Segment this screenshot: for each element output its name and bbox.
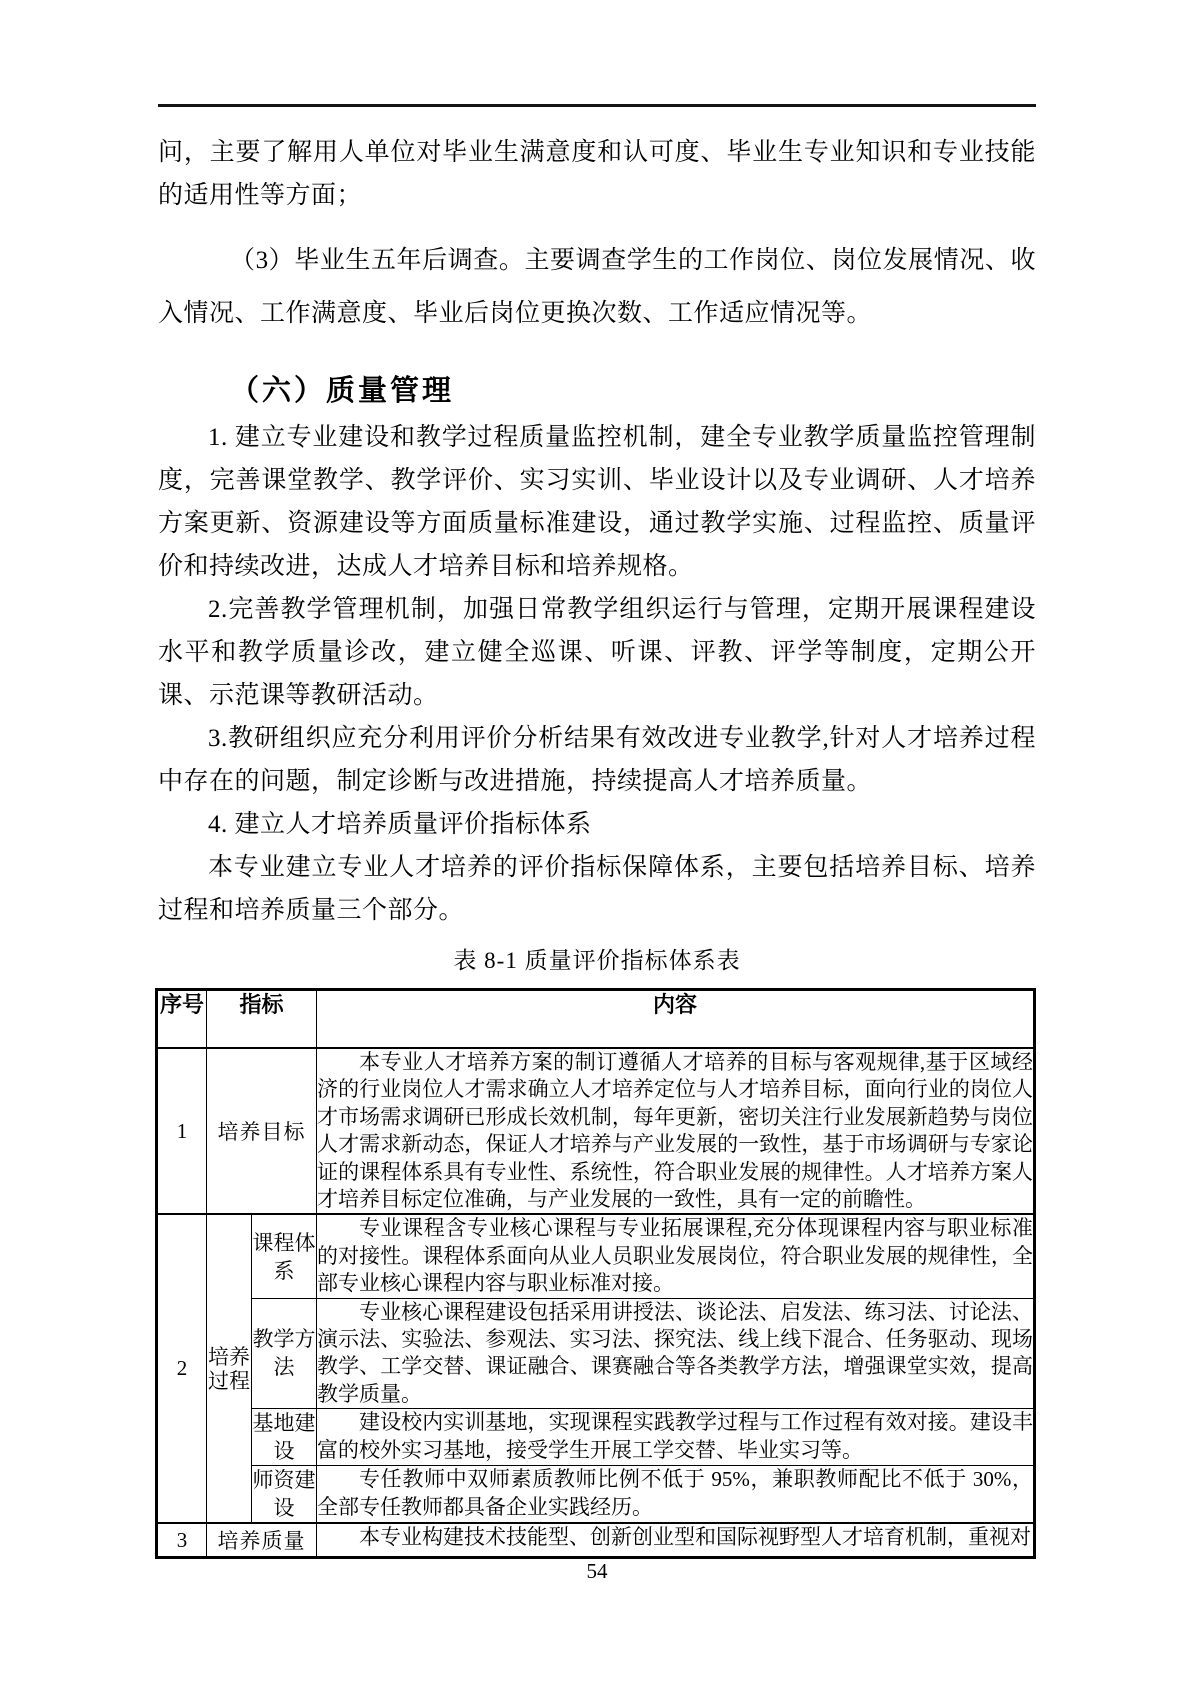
- page-number: 54: [586, 1559, 608, 1583]
- table-caption: 表 8-1 质量评价指标体系表: [453, 948, 741, 973]
- header-cell-indicator: 指标: [207, 990, 317, 1049]
- paragraph-teaching-management: 2.完善教学管理机制，加强日常教学组织运行与管理，定期开展课程建设水平和教学质量诊改，建立健全巡课、听课、评教、评学等制度，定期公开课、示范课等教研活动。: [158, 596, 1036, 709]
- row1-indicator-cell: 培养目标: [207, 1048, 317, 1214]
- table-row-training-quality: [157, 1523, 1035, 1557]
- quality-evaluation-table: [155, 988, 1036, 1559]
- page-body: [158, 0, 1036, 1559]
- table-row-teaching-methods: [157, 1298, 1035, 1409]
- section-heading-quality-management: （六）质量管理: [230, 375, 455, 407]
- paragraph-five-year-survey: （3）毕业生五年后调查。主要调查学生的工作岗位、岗位发展情况、收入情况、工作满意度、毕业后岗位更换次数、工作适应情况等。: [158, 247, 1036, 327]
- paragraph-employer-survey-continued: 问，主要了解用人单位对毕业生满意度和认可度、毕业生专业知识和专业技能的适用性等方面；: [158, 139, 1036, 209]
- header-cell-content: 内容: [317, 990, 1035, 1049]
- row2-sub4-content-cell: 专任教师中双师素质教师比例不低于 95%，兼职教师配比不低于 30%，全部专任教师都具备企业实践经历。: [317, 1466, 1035, 1524]
- paragraph-evaluation-system: 4. 建立人才培养质量评价指标体系: [208, 811, 592, 838]
- table-row-training-goal: [157, 1048, 1035, 1214]
- header-cell-no: 序号: [157, 990, 207, 1049]
- table-row-base-construction: [157, 1409, 1035, 1466]
- row1-no-cell: 1: [157, 1048, 207, 1214]
- table-header-row: [157, 990, 1035, 1049]
- row2-sub2-content-cell: 专业核心课程建设包括采用讲授法、谈论法、启发法、练习法、讨论法、演示法、实验法、参观法、实习法、探究法、线上线下混合、任务驱动、现场教学、工学交替、课证融合、课赛融合等各类教学方法，增强课堂实效，提高教学质量。: [317, 1298, 1035, 1409]
- row1-content-cell: 本专业人才培养方案的制订遵循人才培养的目标与客观规律,基于区域经济的行业岗位人才需求确立人才培养定位与人才培养目标，面向行业的岗位人才市场需求调研已形成长效机制，每年更新，密切关注行业发展新趋势与岗位人才需求新动态，保证人才培养与产业发展的一致性，基于市场调研与专家论证的课程体系具有专业性、系统性，符合职业发展的规律性。人才培养方案人才培养目标定位准确，与产业发展的一致性，具有一定的前瞻性。: [317, 1048, 1035, 1214]
- table-row-faculty-construction: [157, 1466, 1035, 1524]
- row2-sub3-content-cell: 建设校内实训基地，实现课程实践教学过程与工作过程有效对接。建设丰富的校外实习基地，接受学生开展工学交替、毕业实习等。: [317, 1409, 1035, 1466]
- row2-sub1-label-cell: 课程体系: [252, 1214, 317, 1298]
- row2-sub2-label-cell: 教学方法: [252, 1298, 317, 1409]
- row2-indicator-cell: 培养过程: [207, 1214, 252, 1523]
- row2-sub1-content-cell: 专业课程含专业核心课程与专业拓展课程,充分体现课程内容与职业标准的对接性。课程体系面向从业人员职业发展岗位，符合职业发展的规律性，全部专业核心课程内容与职业标准对接。: [317, 1214, 1035, 1298]
- row2-no-cell: 2: [157, 1214, 207, 1523]
- row3-indicator-cell: 培养质量: [207, 1523, 317, 1557]
- row2-sub3-label-cell: 基地建设: [252, 1409, 317, 1466]
- table-row-curriculum-system: [157, 1214, 1035, 1298]
- paragraph-monitoring-mechanism: 1. 建立专业建设和教学过程质量监控机制，建全专业教学质量监控管理制度，完善课堂教学、教学评价、实习实训、毕业设计以及专业调研、人才培养方案更新、资源建设等方面质量标准建设，通过教学实施、过程监控、质量评价和持续改进，达成人才培养目标和培养规格。: [158, 424, 1036, 580]
- row2-sub4-label-cell: 师资建设: [252, 1466, 317, 1524]
- paragraph-three-parts: 本专业建立专业人才培养的评价指标保障体系，主要包括培养目标、培养过程和培养质量三个部分。: [158, 854, 1036, 924]
- row3-no-cell: 3: [157, 1523, 207, 1557]
- paragraph-research-improvement: 3.教研组织应充分利用评价分析结果有效改进专业教学,针对人才培养过程中存在的问题，制定诊断与改进措施，持续提高人才培养质量。: [158, 725, 1036, 795]
- row3-content-cell: 本专业构建技术技能型、创新创业型和国际视野型人才培育机制，重视对: [317, 1523, 1035, 1557]
